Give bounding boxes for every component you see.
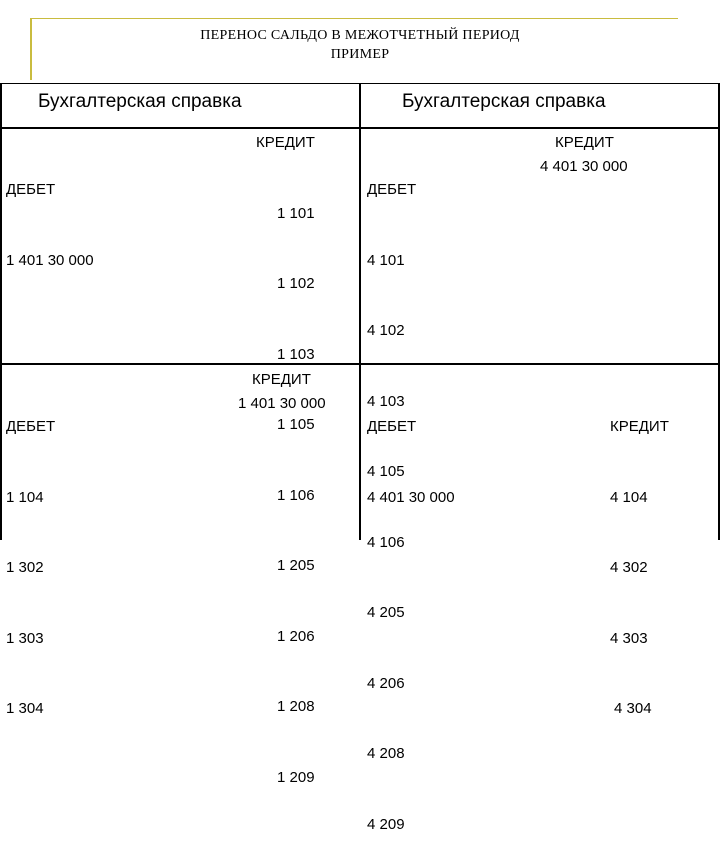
debit-item: 4 106 bbox=[367, 533, 405, 551]
block-divider bbox=[0, 363, 720, 365]
credit-item: 4 104 bbox=[610, 488, 648, 506]
credit-item: 1 205 bbox=[277, 557, 315, 574]
table-left-border bbox=[0, 83, 2, 540]
table-center-divider bbox=[359, 83, 361, 540]
debit-item: 1 304 bbox=[6, 700, 44, 717]
credit-item: 1 105 bbox=[277, 416, 315, 433]
left-block2-credit-item: 1 401 30 000 bbox=[238, 394, 326, 412]
table-right-border bbox=[718, 83, 720, 540]
debit-item: 4 102 bbox=[367, 322, 405, 339]
debit-label: ДЕБЕТ bbox=[6, 418, 56, 435]
debit-label: ДЕБЕТ bbox=[367, 181, 417, 198]
right-block2-credit bbox=[610, 368, 669, 744]
credit-item: 1 209 bbox=[277, 768, 315, 786]
left-block1-credit-list bbox=[277, 155, 315, 813]
debit-item: 1 302 bbox=[6, 559, 44, 576]
debit-label: ДЕБЕТ bbox=[367, 418, 417, 435]
debit-label: ДЕБЕТ bbox=[6, 181, 56, 198]
debit-item: 4 209 bbox=[367, 815, 405, 833]
debit-item: 4 401 30 000 bbox=[367, 488, 455, 506]
left-block2-credit-label: КРЕДИТ bbox=[252, 371, 311, 388]
left-header: Бухгалтерская справка bbox=[38, 91, 242, 112]
credit-item: 1 102 bbox=[277, 275, 315, 292]
credit-item: 4 303 bbox=[610, 629, 648, 647]
right-block1-credit-item: 4 401 30 000 bbox=[540, 157, 628, 175]
debit-item: 1 104 bbox=[6, 488, 44, 506]
decorative-top-rule bbox=[30, 18, 678, 19]
header-row-divider bbox=[0, 127, 720, 129]
debit-item: 4 101 bbox=[367, 251, 405, 269]
right-block1-credit-label: КРЕДИТ bbox=[555, 134, 614, 151]
debit-item: 4 105 bbox=[367, 463, 405, 480]
credit-item: 1 103 bbox=[277, 345, 315, 363]
debit-item: 4 208 bbox=[367, 745, 405, 762]
credit-label: КРЕДИТ bbox=[610, 418, 669, 435]
page-title: ПЕРЕНОС САЛЬДО В МЕЖОТЧЕТНЫЙ ПЕРИОД bbox=[200, 28, 520, 43]
credit-item: 1 206 bbox=[277, 627, 315, 645]
debit-item: 4 205 bbox=[367, 604, 405, 621]
debit-item: 1 401 30 000 bbox=[6, 251, 94, 269]
debit-item: 4 206 bbox=[367, 674, 405, 692]
page-subtitle: ПРИМЕР bbox=[330, 47, 390, 62]
left-block1-debit bbox=[6, 131, 94, 296]
credit-item: 1 106 bbox=[277, 486, 315, 504]
credit-item: 1 101 bbox=[277, 204, 315, 222]
decorative-vertical-bar bbox=[30, 18, 32, 80]
left-block2-debit bbox=[6, 368, 55, 744]
debit-item: 4 103 bbox=[367, 392, 405, 410]
debit-item: 1 303 bbox=[6, 629, 44, 647]
credit-item: 4 302 bbox=[610, 559, 648, 576]
credit-item: 1 208 bbox=[277, 698, 315, 715]
left-block1-credit-label: КРЕДИТ bbox=[256, 134, 315, 151]
right-block2-debit bbox=[367, 368, 455, 533]
credit-item: 4 304 bbox=[614, 700, 652, 717]
right-header: Бухгалтерская справка bbox=[402, 91, 606, 112]
